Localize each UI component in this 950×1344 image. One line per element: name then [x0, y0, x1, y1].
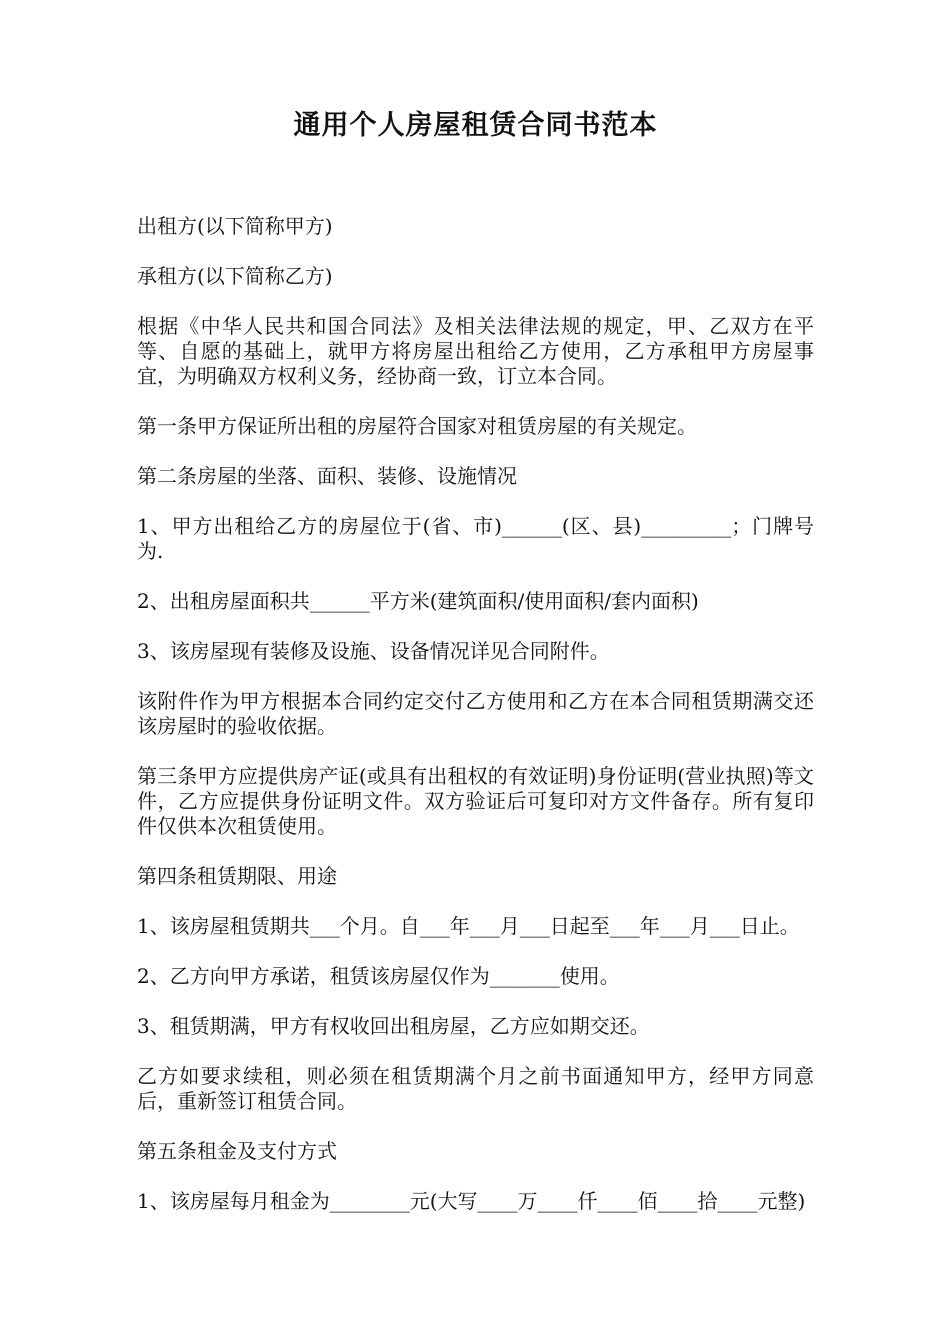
paragraph-attachment-note: 该附件作为甲方根据本合同约定交付乙方使用和乙方在本合同租赁期满交还该房屋时的验收依据。	[137, 689, 814, 738]
paragraph-article-1: 第一条甲方保证所出租的房屋符合国家对租赁房屋的有关规定。	[137, 414, 697, 438]
paragraph-preamble: 根据《中华人民共和国合同法》及相关法律法规的规定，甲、乙双方在平等、自愿的基础上，就甲方将房屋出租给乙方使用，乙方承租甲方房屋事宜，为明确双方权利义务，经协商一致，订立本合同。	[137, 314, 814, 388]
paragraph-article-2-heading: 第二条房屋的坐落、面积、装修、设施情况	[137, 464, 517, 488]
document-title: 通用个人房屋租赁合同书范本	[293, 110, 658, 141]
paragraph-article-4-item-3: 3、租赁期满，甲方有权收回出租房屋，乙方应如期交还。	[137, 1014, 650, 1038]
paragraph-lessor: 出租方(以下简称甲方)	[137, 214, 333, 238]
paragraph-article-5-item-1: 1、该房屋每月租金为________元(大写____万____仟____佰____拾____元整)	[137, 1189, 806, 1213]
paragraph-article-2-item-3: 3、该房屋现有装修及设施、设备情况详见合同附件。	[137, 639, 610, 663]
paragraph-lessee: 承租方(以下简称乙方)	[137, 264, 333, 288]
paragraph-renewal-note: 乙方如要求续租，则必须在租赁期满个月之前书面通知甲方，经甲方同意后，重新签订租赁合同。	[137, 1064, 814, 1113]
paragraph-article-3: 第三条甲方应提供房产证(或具有出租权的有效证明)身份证明(营业执照)等文件，乙方应提供身份证明文件。双方验证后可复印对方文件备存。所有复印件仅供本次租赁使用。	[137, 764, 814, 838]
paragraph-article-4-item-1: 1、该房屋租赁期共___个月。自___年___月___日起至___年___月___日止。	[137, 914, 800, 938]
paragraph-article-4-heading: 第四条租赁期限、用途	[137, 864, 337, 888]
paragraph-article-4-item-2: 2、乙方向甲方承诺，租赁该房屋仅作为_______使用。	[137, 964, 620, 988]
paragraph-article-5-heading: 第五条租金及支付方式	[137, 1139, 337, 1163]
paragraph-article-2-item-2: 2、出租房屋面积共______平方米(建筑面积/使用面积/套内面积)	[137, 589, 699, 613]
paragraph-article-2-item-1: 1、甲方出租给乙方的房屋位于(省、市)______(区、县)_________；门牌号为.	[137, 514, 814, 563]
